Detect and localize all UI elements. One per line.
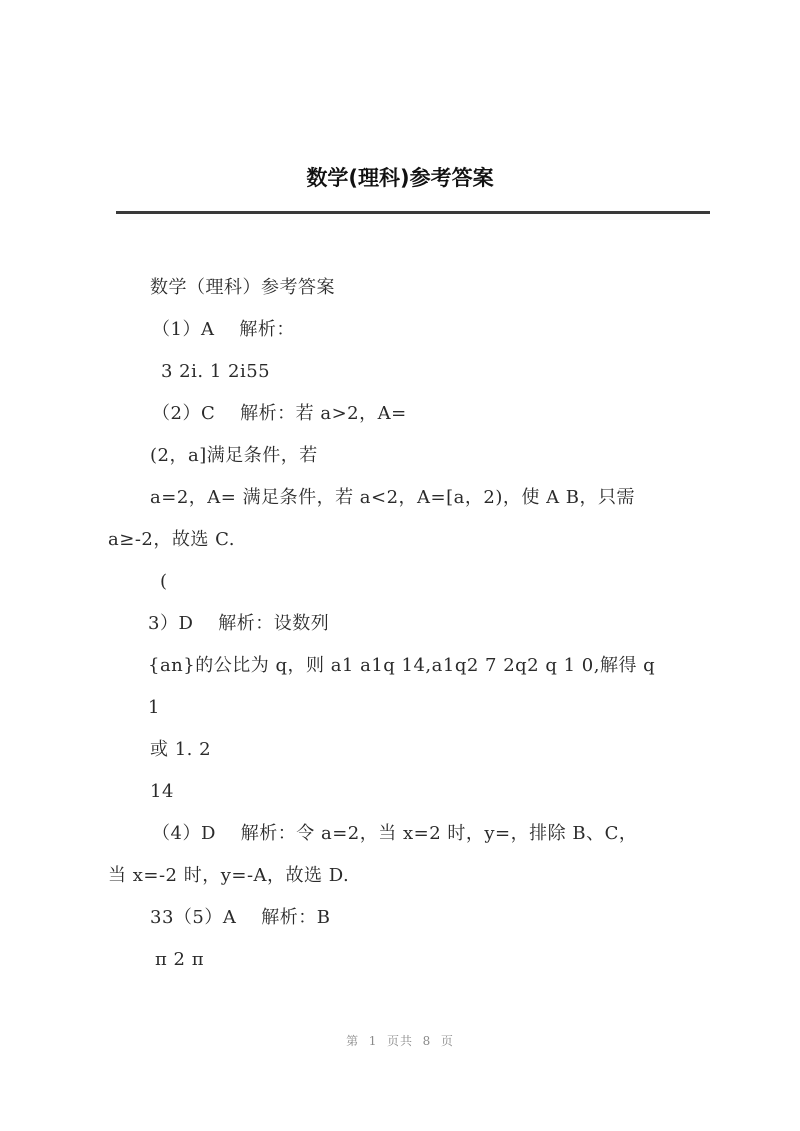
text-line: 数学（理科）参考答案 [150, 277, 335, 298]
text-line: π 2 π [155, 949, 205, 970]
text-line: a≥-2，故选 C. [108, 529, 235, 550]
text-line: （1）A 解析： [152, 319, 295, 340]
text-line: （4）D 解析：令 a=2，当 x=2 时，y=，排除 B、C， [152, 823, 638, 844]
page-footer: 第 1 页共 8 页 [346, 1034, 454, 1048]
text-line: 1 [148, 697, 160, 718]
title-divider [116, 211, 710, 214]
text-line: 14 [150, 781, 174, 802]
text-line: （2）C 解析：若 a>2，A= [152, 403, 407, 424]
text-line: 当 x=-2 时，y=-A，故选 D. [108, 865, 350, 886]
text-line: ( [160, 571, 168, 592]
page-title: 数学(理科)参考答案 [306, 166, 494, 190]
text-line: 或 1. 2 [150, 739, 212, 760]
text-line: 3）D 解析：设数列 [148, 613, 330, 634]
text-line: a=2，A= 满足条件，若 a<2，A=[a，2)，使 A B，只需 [150, 487, 636, 508]
text-line: 3 2i. 1 2i55 [161, 361, 271, 382]
text-line: {an}的公比为 q，则 a1 a1q 14,a1q2 7 2q2 q 1 0,解得 q [148, 655, 656, 676]
text-line: (2，a]满足条件，若 [150, 445, 318, 466]
text-line: 33（5）A 解析：B [150, 907, 331, 928]
